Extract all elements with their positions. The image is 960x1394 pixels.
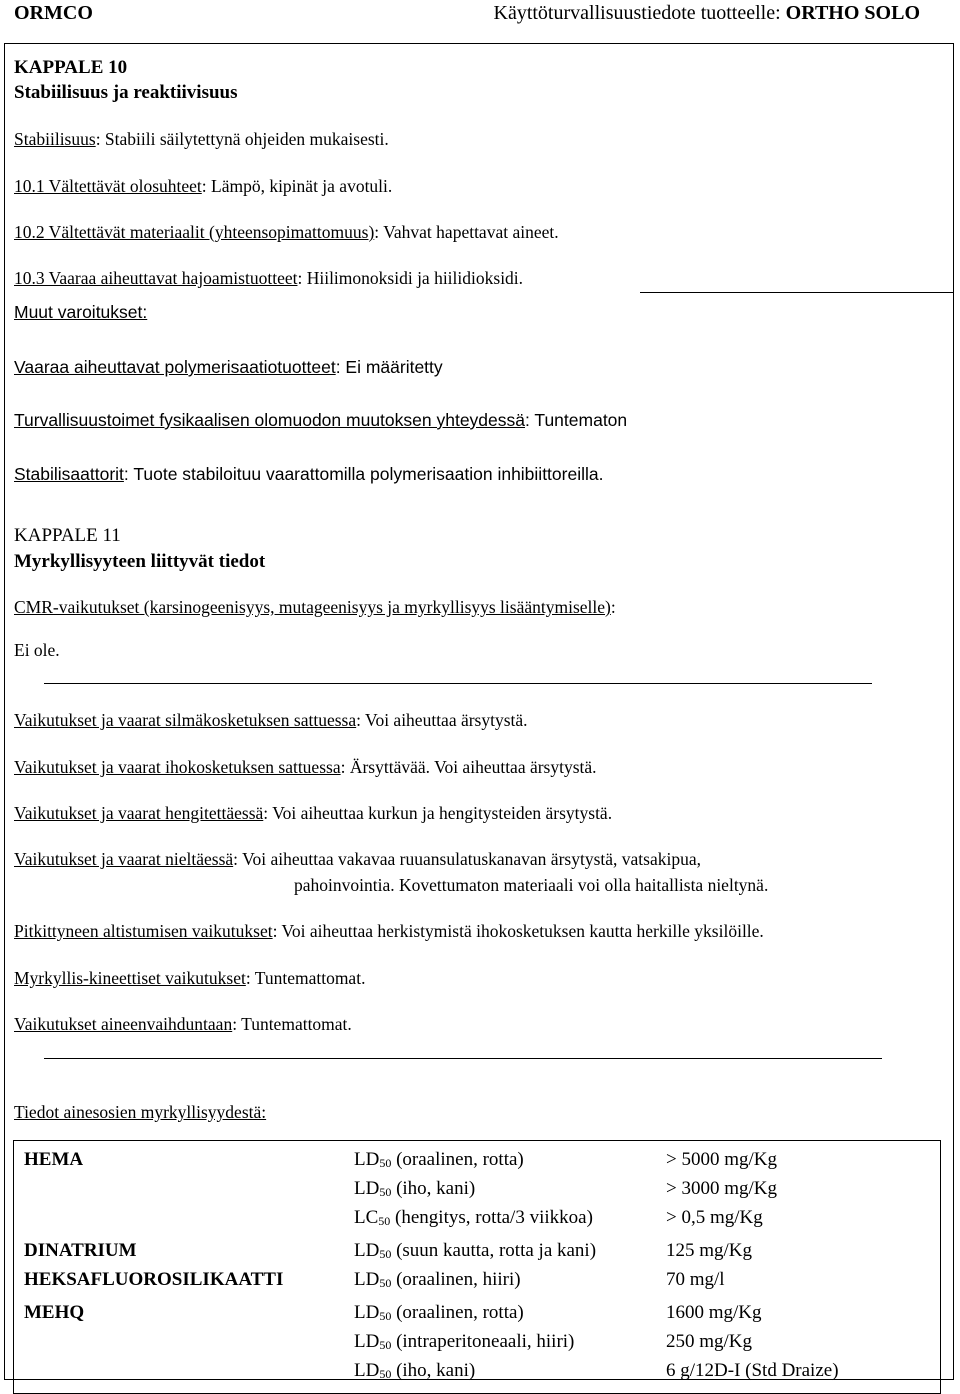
table-row xyxy=(14,1205,941,1234)
eye-contact-line xyxy=(14,710,528,731)
test-prefix: LD xyxy=(354,1360,380,1381)
test-description: (oraalinen, rotta) xyxy=(391,1149,524,1170)
toxicokinetic-label: Myrkyllis-kineettiset vaikutukset xyxy=(14,968,246,988)
physical-change-line xyxy=(14,410,627,431)
test-subscript: 50 xyxy=(379,1338,392,1352)
table-row xyxy=(14,1267,941,1296)
item-10-1 xyxy=(14,176,392,197)
prolonged-exposure-value: : Voi aiheuttaa herkistymistä ihokosketuksen kautta herkille yksilöille. xyxy=(272,921,764,941)
cmr-label: CMR-vaikutukset (karsinogeenisyys, mutageenisyys ja myrkyllisyys lisääntymiselle) xyxy=(14,597,611,617)
test-prefix: LD xyxy=(354,1149,380,1170)
table-row xyxy=(14,1234,941,1267)
value-cell: 70 mg/l xyxy=(666,1269,725,1290)
polymerisation-label: Vaaraa aiheuttavat polymerisaatiotuotteet xyxy=(14,357,336,377)
skin-contact-label: Vaikutukset ja vaarat ihokosketuksen sattuessa xyxy=(14,757,341,777)
test-subscript: 50 xyxy=(379,1156,392,1170)
test-prefix: LC xyxy=(354,1207,379,1228)
test-cell xyxy=(348,1329,660,1358)
document-title xyxy=(494,2,921,25)
prolonged-exposure-label: Pitkittyneen altistumisen vaikutukset xyxy=(14,921,273,941)
test-cell xyxy=(348,1358,660,1394)
toxicokinetic-line xyxy=(14,968,365,989)
ingestion-line xyxy=(14,849,701,870)
stability-value: : Stabiili säilytettynä ohjeiden mukaisesti. xyxy=(95,129,389,149)
value-cell: > 0,5 mg/Kg xyxy=(666,1207,763,1228)
substance-cell xyxy=(14,1329,349,1358)
toxicokinetic-value: : Tuntemattomat. xyxy=(245,968,366,988)
separator-line xyxy=(44,1058,882,1059)
skin-contact-line xyxy=(14,757,597,778)
section11-subheading: Myrkyllisyyteen liittyvät tiedot xyxy=(14,551,266,572)
cmr-line xyxy=(14,597,616,618)
item-10-3-value: : Hiilimonoksidi ja hiilidioksidi. xyxy=(297,268,524,288)
inhalation-line xyxy=(14,803,612,824)
test-subscript: 50 xyxy=(378,1214,391,1228)
value-cell: 250 mg/Kg xyxy=(666,1331,753,1352)
value-cell: > 3000 mg/Kg xyxy=(666,1178,777,1199)
separator-line xyxy=(44,683,872,684)
test-prefix: LD xyxy=(354,1302,380,1323)
inhalation-value: : Voi aiheuttaa kurkun ja hengitysteiden ärsytystä. xyxy=(263,803,613,823)
test-subscript: 50 xyxy=(379,1185,392,1199)
item-10-1-value: : Lämpö, kipinät ja avotuli. xyxy=(201,176,393,196)
substance-cell xyxy=(14,1176,349,1205)
table-row xyxy=(14,1358,941,1394)
metabolism-label: Vaikutukset aineenvaihduntaan xyxy=(14,1014,233,1034)
item-10-2-label: 10.2 Vältettävät materiaalit (yhteensopimattomuus) xyxy=(14,222,375,242)
test-cell xyxy=(348,1296,660,1329)
ingredients-toxicity-title: Tiedot ainesosien myrkyllisyydestä: xyxy=(14,1102,267,1122)
test-subscript: 50 xyxy=(379,1276,392,1290)
value-cell: 125 mg/Kg xyxy=(666,1240,753,1261)
substance-cell: DINATRIUM xyxy=(24,1240,137,1261)
test-subscript: 50 xyxy=(379,1247,392,1261)
polymerisation-value: : Ei määritetty xyxy=(335,357,443,377)
test-prefix: LD xyxy=(354,1331,380,1352)
item-10-3 xyxy=(14,268,523,289)
eye-contact-value: : Voi aiheuttaa ärsytystä. xyxy=(356,710,528,730)
test-prefix: LD xyxy=(354,1240,380,1261)
test-description: (suun kautta, rotta ja kani) xyxy=(391,1240,597,1261)
document-title-prefix: Käyttöturvallisuustiedote tuotteelle: xyxy=(493,2,786,24)
cmr-colon: : xyxy=(610,597,616,617)
table-row xyxy=(14,1296,941,1329)
stability-label: Stabiilisuus xyxy=(14,129,96,149)
test-description: (hengitys, rotta/3 viikkoa) xyxy=(390,1207,593,1228)
table-row xyxy=(14,1176,941,1205)
item-10-2 xyxy=(14,222,559,243)
physical-change-value: : Tuntematon xyxy=(525,410,628,430)
prolonged-exposure-line xyxy=(14,921,764,942)
substance-cell xyxy=(14,1358,349,1394)
item-10-3-label: 10.3 Vaaraa aiheuttavat hajoamistuotteet xyxy=(14,268,298,288)
table-row xyxy=(14,1329,941,1358)
test-cell xyxy=(348,1234,660,1267)
test-cell xyxy=(348,1205,660,1234)
test-description: (oraalinen, hiiri) xyxy=(391,1269,521,1290)
polymerisation-line xyxy=(14,357,443,378)
item-10-1-label: 10.1 Vältettävät olosuhteet xyxy=(14,176,202,196)
table-row xyxy=(14,1141,941,1177)
eye-contact-label: Vaikutukset ja vaarat silmäkosketuksen sattuessa xyxy=(14,710,357,730)
test-cell xyxy=(348,1141,660,1177)
test-description: (intraperitoneaali, hiiri) xyxy=(391,1331,575,1352)
substance-cell: HEKSAFLUOROSILIKAATTI xyxy=(24,1269,284,1290)
company-name: ORMCO xyxy=(14,2,93,24)
section11-heading: KAPPALE 11 xyxy=(14,525,121,546)
test-subscript: 50 xyxy=(379,1309,392,1323)
section-divider xyxy=(640,292,954,293)
other-warnings-title: Muut varoitukset: xyxy=(14,302,148,322)
test-subscript: 50 xyxy=(379,1367,392,1381)
value-cell: > 5000 mg/Kg xyxy=(666,1149,777,1170)
skin-contact-value: : Ärsyttävää. Voi aiheuttaa ärsytystä. xyxy=(340,757,597,777)
test-cell xyxy=(348,1267,660,1296)
toxicity-table xyxy=(13,1140,941,1394)
ingestion-value: : Voi aiheuttaa vakavaa ruuansulatuskanavan ärsytystä, vatsakipua, xyxy=(233,849,701,869)
test-prefix: LD xyxy=(354,1269,380,1290)
stabilisers-value: : Tuote stabiloituu vaarattomilla polymerisaation inhibiittoreilla. xyxy=(123,464,604,484)
section10-subheading: Stabiilisuus ja reaktiivisuus xyxy=(14,82,238,103)
ingestion-value-continued: pahoinvointia. Kovettumaton materiaali voi olla haitallista nieltynä. xyxy=(294,875,769,895)
stabilisers-line xyxy=(14,464,603,485)
test-description: (iho, kani) xyxy=(391,1178,476,1199)
test-prefix: LD xyxy=(354,1178,380,1199)
test-description: (iho, kani) xyxy=(391,1360,476,1381)
value-cell: 6 g/12D-I (Std Draize) xyxy=(666,1360,839,1381)
substance-cell: HEMA xyxy=(24,1149,84,1170)
item-10-2-value: : Vahvat hapettavat aineet. xyxy=(374,222,559,242)
test-cell xyxy=(348,1176,660,1205)
value-cell: 1600 mg/Kg xyxy=(666,1302,762,1323)
section10-heading: KAPPALE 10 xyxy=(14,57,128,78)
physical-change-label: Turvallisuustoimet fysikaalisen olomuodon muutoksen yhteydessä xyxy=(14,410,525,430)
cmr-value: Ei ole. xyxy=(14,640,60,660)
product-name: ORTHO SOLO xyxy=(785,2,920,24)
ingestion-label: Vaikutukset ja vaarat nieltäessä xyxy=(14,849,234,869)
substance-cell xyxy=(14,1205,349,1234)
substance-cell: MEHQ xyxy=(24,1302,85,1323)
metabolism-line xyxy=(14,1014,352,1035)
stability-line xyxy=(14,129,389,150)
stabilisers-label: Stabilisaattorit xyxy=(14,464,124,484)
test-description: (oraalinen, rotta) xyxy=(391,1302,524,1323)
inhalation-label: Vaikutukset ja vaarat hengitettäessä xyxy=(14,803,264,823)
metabolism-value: : Tuntemattomat. xyxy=(232,1014,352,1034)
